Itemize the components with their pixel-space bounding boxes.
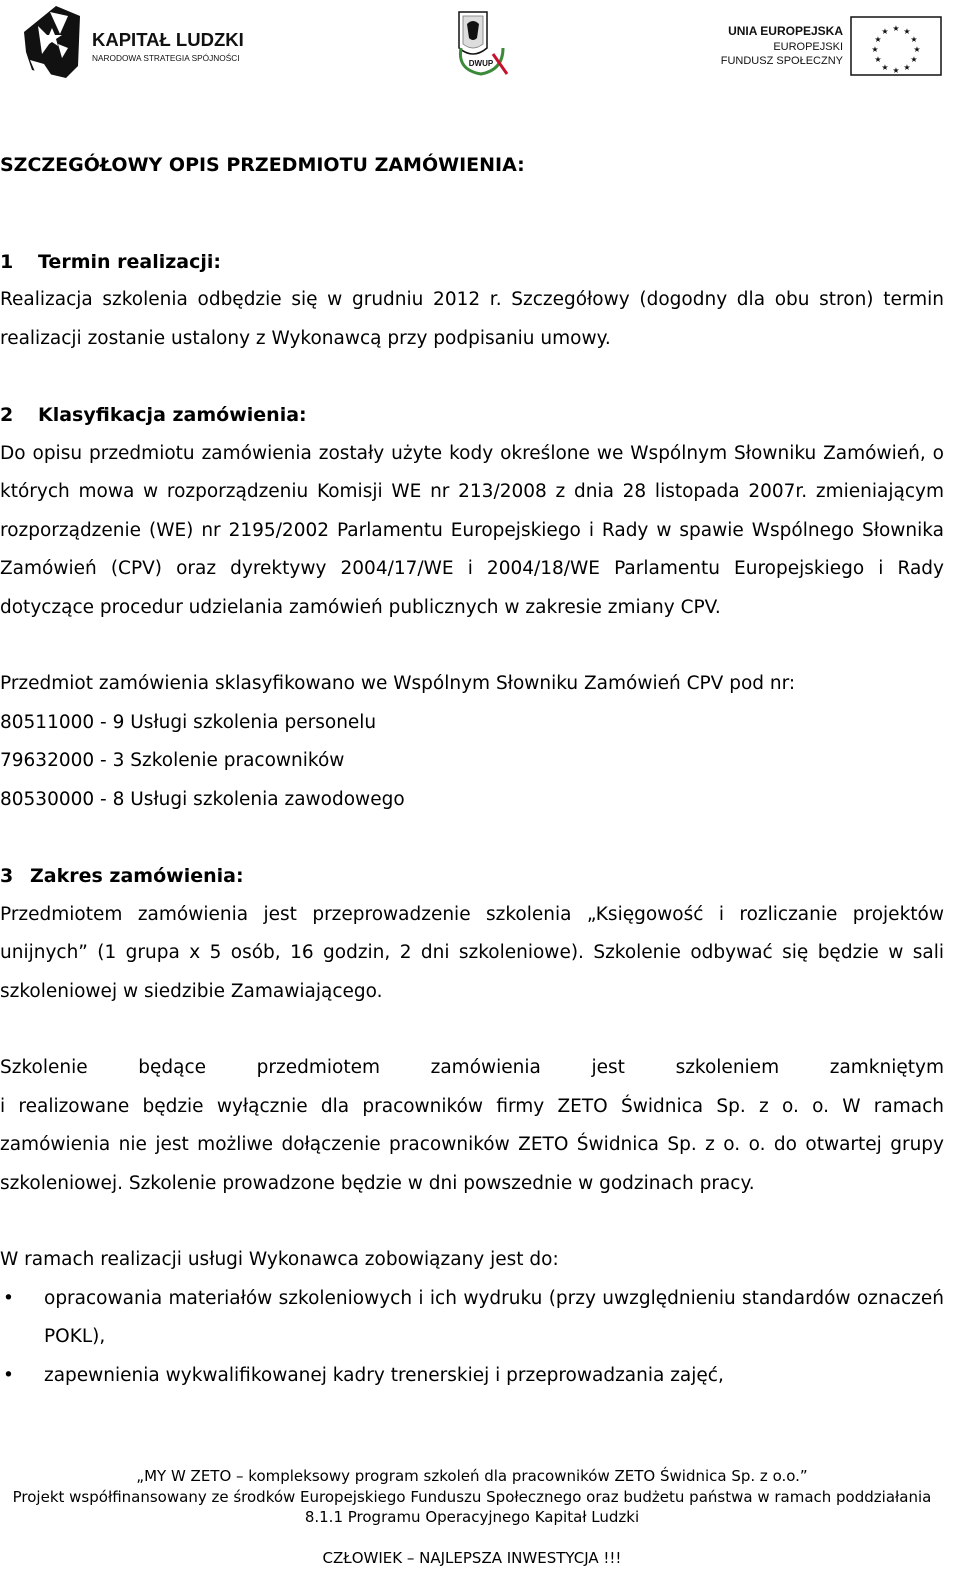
section-2-text: Do opisu przedmiotu zamówienia zostały użyte kody określone we Wspólnym Słowniku Zamówień, o których mowa w rozporządzeniu Komisji WE nr 213/2008 z dnia 28 listopada 2007r. zmieniającym rozporządzenie (WE) nr 2195/2002 Parlamentu Europejskiego i Rady w spawie Wspólnego Słownika Zamówień (CPV) oraz dyrektywy 2004/17/WE i 2004/18/WE Parlamentu Europejskiego i Rady dotyczące procedur udzielania zamówień publicznych w zakresie zmiany CPV. <box>0 442 944 618</box>
obligation-text: opracowania materiałów szkoleniowych i ich wydruku (przy uwzględnieniu standardów oznaczeń POKL), <box>44 1287 944 1348</box>
ue-line3: FUNDUSZ SPOŁECZNY <box>720 55 843 67</box>
obligation-text: zapewnienia wykwalifikowanej kadry trenerskiej i przeprowadzania zajęć, <box>44 1364 724 1386</box>
cpv-code: 80511000 - 9 Usługi szkolenia personelu <box>0 711 377 733</box>
section-1-heading <box>0 243 944 282</box>
kapital-ludzki-subtitle: NARODOWA STRATEGIA SPÓJNOŚCI <box>92 53 240 63</box>
spacer <box>0 358 944 396</box>
section-1-title: Termin realizacji: <box>38 250 222 273</box>
section-3-title: Zakres zamówienia: <box>30 865 244 888</box>
svg-text:★: ★ <box>892 66 900 75</box>
section-1-number: 1 <box>0 250 14 273</box>
ue-line1: UNIA EUROPEJSKA <box>728 24 843 38</box>
document-body <box>0 140 944 1395</box>
svg-text:★: ★ <box>871 45 879 54</box>
svg-text:★: ★ <box>874 55 882 64</box>
svg-text:★: ★ <box>881 27 889 36</box>
svg-text:★: ★ <box>903 63 911 72</box>
kapital-ludzki-logo <box>22 4 267 82</box>
bullet-icon: • <box>3 1287 14 1309</box>
svg-text:★: ★ <box>910 55 918 64</box>
page-footer <box>0 1466 944 1568</box>
spacer <box>0 1203 944 1241</box>
page-header <box>0 0 960 90</box>
section-2-heading <box>0 396 944 435</box>
svg-text:★: ★ <box>903 27 911 36</box>
obligations-list <box>0 1280 944 1396</box>
section-3-number: 3 <box>0 865 14 888</box>
section-3-heading <box>0 857 944 896</box>
svg-text:★: ★ <box>881 63 889 72</box>
footer-programme: 8.1.1 Programu Operacyjnego Kapitał Ludzki <box>304 1508 640 1526</box>
bullet-icon: • <box>3 1364 14 1386</box>
unia-europejska-logo <box>720 14 953 78</box>
svg-text:★: ★ <box>910 35 918 44</box>
section-1-text: Realizacja szkolenia odbędzie się w grudniu 2012 r. Szczegółowy (dogodny dla obu stron) termin realizacji zostanie ustalony z Wykonawcą przy podpisaniu umowy. <box>0 289 944 349</box>
section-2-title: Klasyfikacja zamówienia: <box>38 404 307 427</box>
spacer <box>0 1011 944 1049</box>
section-3-text: Przedmiotem zamówienia jest przeprowadzenie szkolenia „Księgowość i rozliczanie projektów unijnych” (1 grupa x 5 osób, 16 godzin, 2 dni szkoleniowe). Szkolenie odbywać się będzie w sali szkoleniowej w siedzibie Zamawiającego. <box>0 903 944 1002</box>
cpv-code: 79632000 - 3 Szkolenie pracowników <box>0 750 345 772</box>
dwup-label: DWUP <box>468 59 494 68</box>
dwup-logo <box>453 8 513 78</box>
kapital-ludzki-title: KAPITAŁ LUDZKI <box>92 29 244 50</box>
section-3-closed-training-line1: Szkolenie będące przedmiotem zamówienia jest szkoleniem zamkniętym <box>0 1057 944 1079</box>
section-2-number: 2 <box>0 404 14 427</box>
ue-line2: EUROPEJSKI <box>773 41 843 53</box>
svg-text:★: ★ <box>913 45 921 54</box>
list-item <box>0 1280 944 1357</box>
footer-cofinancing: Projekt współfinansowany ze środków Europejskiego Funduszu Społecznego oraz budżetu państwa w ramach poddziałania <box>12 1487 932 1506</box>
cpv-code: 80530000 - 8 Usługi szkolenia zawodowego <box>0 788 405 810</box>
footer-slogan: CZŁOWIEK – NAJLEPSZA INWESTYCJA !!! <box>322 1548 622 1567</box>
section-3-closed-training-text: i realizowane będzie wyłącznie dla pracowników firmy ZETO Świdnica Sp. z o. o. W ramach zamówienia nie jest możliwe dołączenie pracowników ZETO Świdnica Sp. z o. o. do otwartej grupy szkoleniowej. Szkolenie prowadzone będzie w dni powszednie w godzinach pracy. <box>0 1095 944 1194</box>
spacer <box>0 627 944 665</box>
svg-text:★: ★ <box>892 24 900 33</box>
cpv-intro: Przedmiot zamówienia sklasyfikowano we Wspólnym Słowniku Zamówień CPV pod nr: <box>0 673 796 695</box>
document-title: SZCZEGÓŁOWY OPIS PRZEDMIOTU ZAMÓWIENIA: <box>0 153 525 176</box>
list-item <box>0 1357 944 1396</box>
spacer <box>0 819 944 857</box>
footer-project-name: „MY W ZETO – kompleksowy program szkoleń dla pracowników ZETO Świdnica Sp. z o.o.” <box>136 1467 808 1485</box>
obligations-intro: W ramach realizacji usługi Wykonawca zobowiązany jest do: <box>0 1249 559 1271</box>
svg-text:★: ★ <box>874 35 882 44</box>
